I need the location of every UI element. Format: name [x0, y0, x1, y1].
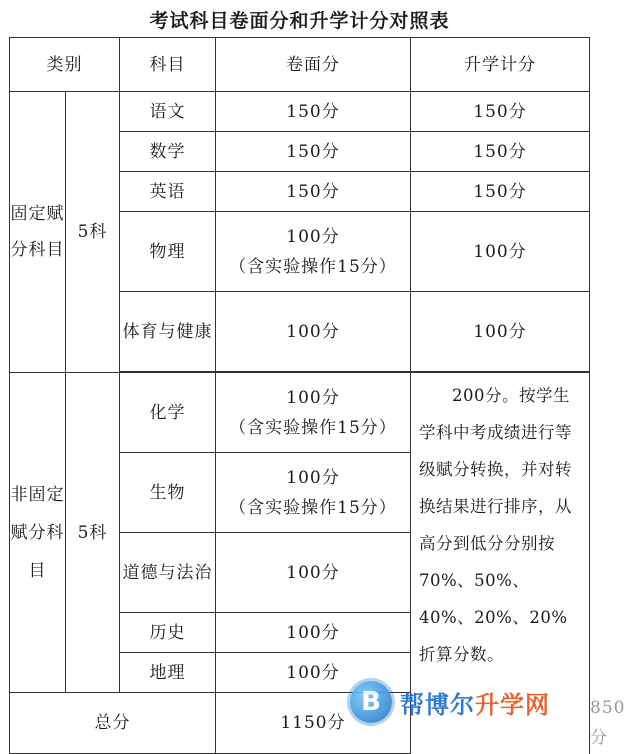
- paper-cell: [216, 212, 411, 292]
- paper-cell: 100分: [216, 653, 411, 693]
- group-nonfixed-count: 5科: [66, 373, 120, 693]
- watermark-text-main: 帮博尔: [400, 690, 475, 719]
- admission-cell: 100分: [411, 212, 590, 292]
- paper-cell: 150分: [216, 172, 411, 212]
- paper-cell: 100分: [216, 292, 411, 372]
- header-admission-score: 升学计分: [411, 38, 590, 92]
- admission-cell: 150分: [411, 132, 590, 172]
- paper-cell: 100分: [216, 613, 411, 653]
- header-row: [10, 38, 590, 92]
- site-watermark: [350, 680, 590, 724]
- paper-cell: [216, 453, 411, 533]
- subject-cell: 体育与健康: [120, 292, 216, 372]
- paper-note: （含实验操作15分）: [229, 417, 397, 438]
- paper-cell: [216, 373, 411, 453]
- paper-cell: 100分: [216, 533, 411, 613]
- paper-value: 100分: [286, 467, 340, 488]
- group-fixed-count: 5科: [66, 92, 120, 373]
- header-paper-score: 卷面分: [216, 38, 411, 92]
- paper-cell: 150分: [216, 92, 411, 132]
- subject-cell: 化学: [120, 373, 216, 453]
- table-row: [10, 373, 590, 453]
- total-row: 总分 1150分 850分: [10, 693, 590, 754]
- paper-value: 100分: [286, 226, 340, 247]
- paper-value: 100分: [286, 387, 340, 408]
- paper-note: （含实验操作15分）: [229, 256, 397, 277]
- subject-cell: 地理: [120, 653, 216, 693]
- subject-cell: 数学: [120, 132, 216, 172]
- table-row: [10, 92, 590, 132]
- subject-cell: 道德与法治: [120, 533, 216, 613]
- admission-cell: 150分: [411, 172, 590, 212]
- header-category: 类别: [10, 38, 120, 92]
- subject-cell: 语文: [120, 92, 216, 132]
- admission-cell: 100分: [411, 292, 590, 372]
- subject-cell: 生物: [120, 453, 216, 533]
- group-nonfixed-label: 非固定赋分科目: [10, 373, 66, 693]
- total-label: 总分: [10, 693, 216, 754]
- total-paper: 1150分: [216, 693, 411, 754]
- paper-note: （含实验操作15分）: [229, 497, 397, 518]
- subject-cell: 历史: [120, 613, 216, 653]
- page-title: 考试科目卷面分和升学计分对照表: [149, 10, 450, 32]
- admission-cell: 150分: [411, 92, 590, 132]
- score-table: [9, 37, 625, 754]
- nonfixed-admission-note: 200分。按学生学科中考成绩进行等级赋分转换，并对转换结果进行排序，从高分到低分分别按70%、50%、40%、20%、20%折算分数。: [411, 373, 590, 754]
- watermark-text: [400, 685, 550, 720]
- watermark-logo-icon: B: [350, 681, 392, 723]
- header-subject: 科目: [120, 38, 216, 92]
- watermark-text-accent: 升学网: [475, 690, 550, 719]
- group-fixed-label: 固定赋分科目: [10, 92, 66, 373]
- paper-cell: 150分: [216, 132, 411, 172]
- subject-cell: 物理: [120, 212, 216, 292]
- subject-cell: 英语: [120, 172, 216, 212]
